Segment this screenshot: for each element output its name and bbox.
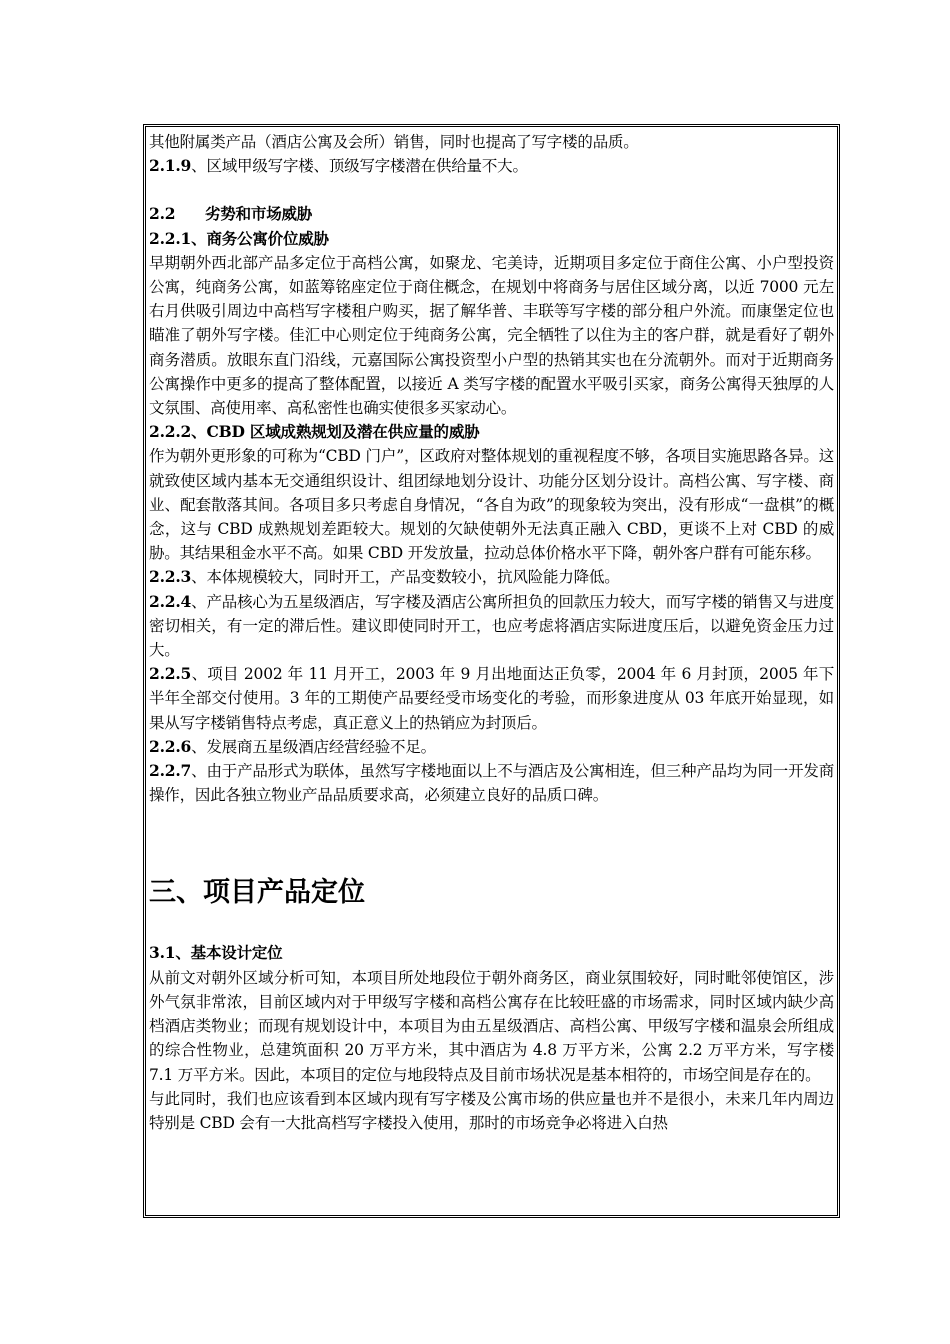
item-number: 2.2.3 — [149, 567, 192, 587]
item-2-2-7 — [149, 759, 834, 807]
item-number: 2.2.7 — [149, 761, 192, 781]
item-2-2-5 — [149, 662, 834, 735]
item-number: 2.2.4 — [149, 591, 192, 611]
section-2-2-1-body: 早期朝外西北部产品多定位于高档公寓，如聚龙、宅美诗，近期项目多定位于商住公寓、小户型投资公寓，纯商务公寓，如蓝筹铭座定位于商住概念，在规划中将商务与居住区域分离，以近 7000 元左右月供吸引周边中高档写字楼租户购买，据了解华普、丰联等写字楼的部分租户外流。而康堡定位也瞄准了朝外写字楼。佳汇中心则定位于纯商务公寓，完全牺牲了以住为主的客户群，就是看好了朝外商务潜质。放眼东直门沿线，元嘉国际公寓投资型小户型的热销其实也在分流朝外。而对于近期商务公寓操作中更多的提高了整体配置，以接近 A 类写字楼的配置水平吸引买家，商务公寓得天独厚的人文氛围、高使用率、高私密性也确实使很多买家动心。 — [149, 253, 834, 418]
item-2-2-3 — [149, 565, 834, 589]
blank-line — [149, 178, 834, 202]
item-number: 2.2.5 — [149, 664, 192, 684]
document-content — [149, 130, 834, 1135]
paragraph-continuation — [149, 130, 834, 154]
item-number: 2.2.6 — [149, 736, 192, 756]
section-3-1-heading: 3.1、基本设计定位 — [149, 943, 283, 963]
item-number: 2.1.9 — [149, 156, 192, 176]
document-frame — [143, 124, 840, 1218]
item-text: 、发展商五星级酒店经营经验不足。 — [191, 737, 436, 756]
section-3-1-paragraph-1: 从前文对朝外区域分析可知，本项目所处地段位于朝外商务区，商业氛围较好，同时毗邻使馆区，涉外气氛非常浓，目前区域内对于甲级写字楼和高档公寓存在比较旺盛的市场需求，同时区域内缺少高档酒店类物业；而现有规划设计中，本项目为由五星级酒店、高档公寓、甲级写字楼和温泉会所组成的综合性物业，总建筑面积 20 万平方米，其中酒店为 4.8 万平方米，公寓 2.2 万平方米，写字楼 7.1 万平方米。因此，本项目的定位与地段特点及目前市场状况是基本相符的，市场空间是存在的。 — [149, 968, 834, 1084]
item-2-2-6 — [149, 735, 834, 759]
item-text: 、产品核心为五星级酒店，写字楼及酒店公寓所担负的回款压力较大，而写字楼的销售又与进度密切相关，有一定的滞后性。建议即使同时开工，也应考虑将酒店实际进度压后，以避免资金压力过大。 — [149, 592, 834, 660]
item-2-1-9 — [149, 154, 834, 178]
section-number: 2.2 — [149, 204, 176, 224]
item-text: 、由于产品形式为联体，虽然写字楼地面以上不与酒店及公寓相连，但三种产品均为同一开发商操作，因此各独立物业产品品质要求高，必须建立良好的品质口碑。 — [149, 762, 834, 805]
item-text: 、区域甲级写字楼、顶级写字楼潜在供给量不大。 — [191, 157, 528, 176]
item-2-2-4 — [149, 590, 834, 663]
item-text: 、项目 2002 年 11 月开工，2003 年 9 月出地面达正负零，2004 年 6 月封顶，2005 年下半年全部交付使用。3 年的工期使产品要经受市场变化的考验，而形象进度从 03 年底开始显现，如果从写字楼销售特点考虑，真正意义上的热销应为封顶后。 — [149, 665, 834, 732]
section-2-2-1-heading: 2.2.1、商务公寓价位威胁 — [149, 228, 329, 248]
section-3-1-paragraph-2: 与此同时，我们也应该看到本区域内现有写字楼及公寓市场的供应量也并不是很小，未来几年内周边特别是 CBD 会有一大批高档写字楼投入使用，那时的市场竞争必将进入白热 — [149, 1089, 834, 1132]
section-2-2-heading — [149, 202, 834, 226]
section-title: 劣势和市场威胁 — [205, 204, 313, 224]
section-2-2-2-body: 作为朝外更形象的可称为“CBD 门户”，区政府对整体规划的重视程度不够，各项目实施思路各异。这就致使区域内基本无交通组织设计、组团绿地划分设计、功能分区划分设计。高档公寓、写字楼、商业、配套散落其间。各项目多只考虑自身情况，“各自为政”的现象较为突出，没有形成“一盘棋”的概念，这与 CBD 成熟规划差距较大。规划的欠缺使朝外无法真正融入 CBD，更谈不上对 CBD 的威胁。其结果租金水平不高。如果 CBD 开发放量，拉动总体价格水平下降，朝外客户群有可能东移。 — [149, 447, 834, 563]
continuation-text: 其他附属类产品（酒店公寓及会所）销售，同时也提高了写字楼的品质。 — [149, 133, 639, 151]
chapter-3-title: 三、项目产品定位 — [149, 877, 365, 909]
section-2-2-2-heading: 2.2.2、CBD 区域成熟规划及潜在供应量的威胁 — [149, 422, 480, 442]
item-text: 、本体规模较大，同时开工，产品变数较小，抗风险能力降低。 — [191, 568, 620, 587]
